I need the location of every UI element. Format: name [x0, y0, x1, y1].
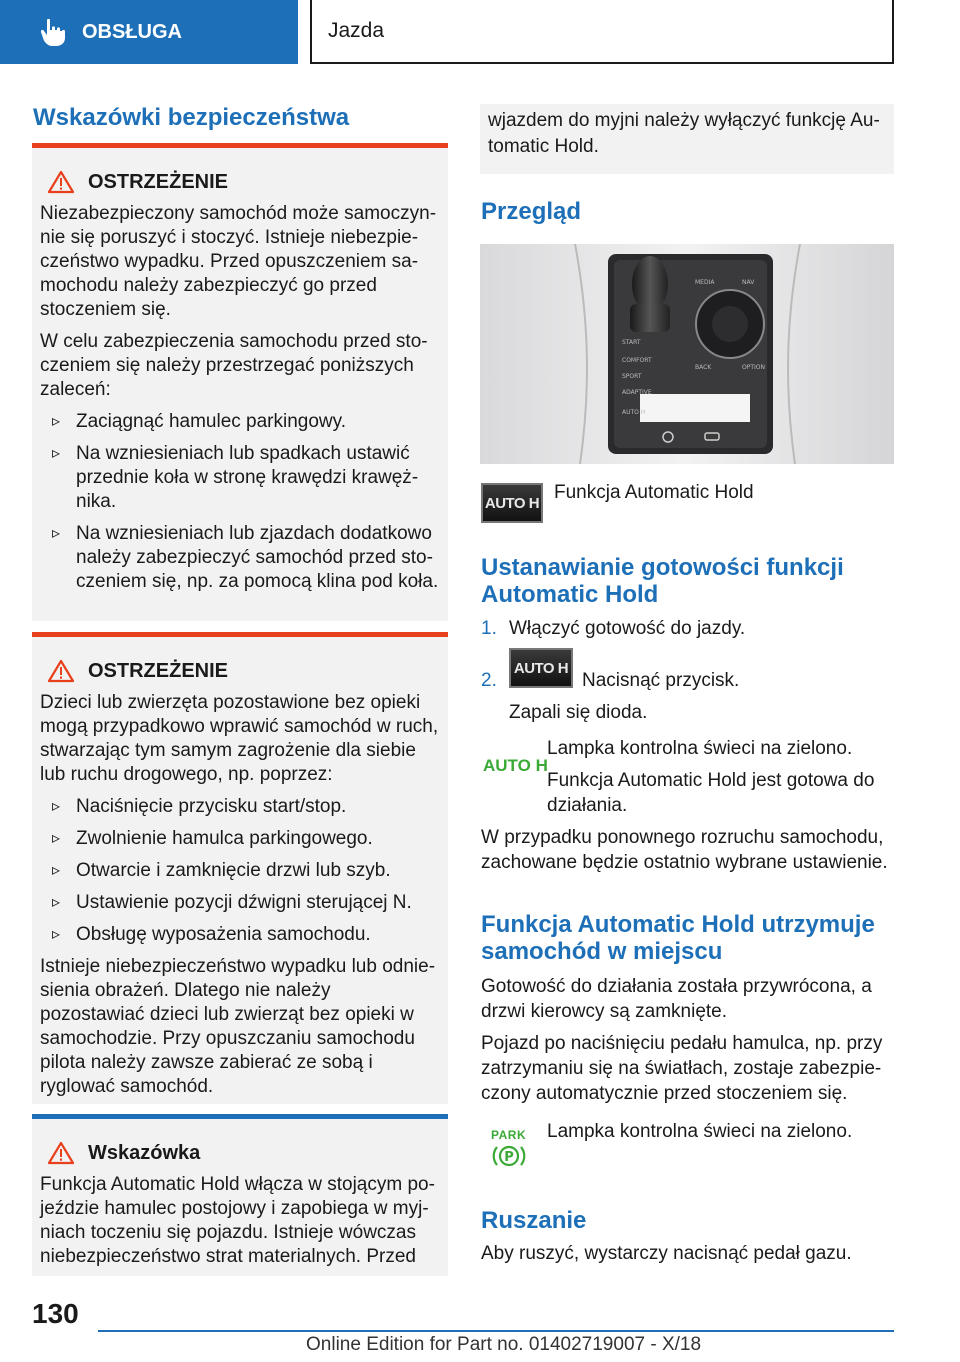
svg-text:MEDIA: MEDIA — [695, 279, 715, 286]
svg-text:BACK: BACK — [695, 364, 712, 371]
step-text: Nacisnąć przycisk. — [582, 670, 740, 691]
step-number: 2. — [481, 670, 497, 691]
indicator-text: Lampka kontrolna świeci na zielono. — [547, 738, 853, 759]
warning-box-1 — [32, 143, 448, 621]
indicator-text-2: Funkcja Automatic Hold jest gotowa do działania. — [547, 770, 875, 816]
svg-text:COMFORT: COMFORT — [622, 357, 652, 364]
hold-text-1: Gotowość do działania została przywrócona, a drzwi kierowcy są zamknięte. — [481, 976, 872, 1022]
svg-text:NAV: NAV — [742, 279, 755, 286]
edition-note: Online Edition for Part no. 01402719007 - X/18 — [306, 1334, 702, 1355]
note-box — [32, 1114, 448, 1276]
hold-heading-line1: Funkcja Automatic Hold utrzymuje — [481, 911, 875, 938]
page-number: 130 — [32, 1298, 79, 1329]
console-illustration — [480, 244, 894, 464]
continued-note: wjazdem do myjni należy wyłączyć funkcję Automatic Hold. — [480, 104, 894, 174]
hold-text-2: Pojazd po naciśnięciu pedału hamulca, np. przy zatrzymaniu się na światłach, zostaje zabezpieczony automatycznie przed stoczeniem się. — [481, 1033, 883, 1104]
autoh-button-icon: AUTO H — [481, 483, 543, 523]
restart-text: W przypadku ponownego rozruchu samochodu, zachowane będzie ostatnio wybrane ustawienie. — [481, 827, 888, 873]
svg-text:ADAPTIVE: ADAPTIVE — [622, 389, 652, 396]
autoh-indicator-icon: AUTO H — [483, 756, 548, 775]
svg-text:OPTION: OPTION — [742, 364, 765, 371]
step-text: Włączyć gotowość do jazdy. — [509, 618, 746, 639]
hand-pointer-icon — [38, 17, 68, 47]
warning-text-2: Istnieje niebezpieczeństwo wypadku lub odniesienia obrażeń. Dlatego nie należy pozostawiać dzieci lub zwierząt bez opieki w samochodzie. Przy opuszczaniu samochodu pilota należy zawsze zabierać ze sobą i ryglować samochód. — [40, 956, 436, 1097]
note-title: Wskazówka — [40, 1141, 440, 1165]
note-text: Funkcja Automatic Hold włącza w stojącym pojeździe hamulec postojowy i zapobiega w myjniach toczeniu się pojazdu. Istnieje wówczas niebezpieczeństwo strat materialnych. Przed — [40, 1174, 435, 1267]
console-photo — [480, 244, 894, 464]
section-tab[interactable] — [0, 0, 298, 64]
list-item: ▹ Zwolnienie hamulca parkingowego. — [40, 827, 440, 851]
warning-box-2 — [32, 632, 448, 1104]
chapter-title: Jazda — [310, 0, 894, 64]
overview-heading: Przegląd — [481, 198, 582, 225]
warning-triangle-icon — [48, 1141, 74, 1165]
section-label: OBSŁUGA — [82, 20, 182, 43]
start-text: Aby ruszyć, wystarczy nacisnąć pedał gazu. — [481, 1243, 852, 1264]
setup-heading-line2: Automatic Hold — [481, 581, 659, 608]
warning-text: Dzieci lub zwierzęta pozostawione bez opieki mogą przypadkowo wprawić samochód w ruch, stwarzając tym samym zagrożenie dla siebie lub ruchu drogowego, np. poprzez: — [40, 692, 439, 785]
svg-text:AUTO H: AUTO H — [622, 409, 646, 416]
autoh-button-icon: AUTO H — [509, 648, 573, 688]
list-item: ▹ Na wzniesieniach lub zjazdach dodatkowo należy zabezpieczyć samochód przed stoczeniem się, np. za pomocą klina pod koła. — [40, 522, 440, 594]
park-text: Lampka kontrolna świeci na zielono. — [547, 1121, 853, 1142]
list-item: ▹ Naciśnięcie przycisku start/stop. — [40, 795, 440, 819]
warning-title: OSTRZEŻENIE — [40, 659, 440, 683]
button-caption: Funkcja Automatic Hold — [554, 482, 754, 503]
step-number: 1. — [481, 618, 497, 639]
warning-text: Niezabezpieczony samochód może samoczynnie się poruszyć i stoczyć. Istnieje niebezpieczeństwo wypadku. Przed opuszczeniem samochodu należy zabezpieczyć go przed stoczeniem się. — [40, 203, 437, 320]
list-item: ▹ Otwarcie i zamknięcie drzwi lub szyb. — [40, 859, 440, 883]
list-item: ▹ Na wzniesieniach lub spadkach ustawić przednie koła w stronę krawędzi krawężnika. — [40, 442, 440, 514]
hold-heading-line2: samochód w miejscu — [481, 938, 723, 965]
setup-heading-line1: Ustanawianie gotowości funkcji — [481, 554, 844, 581]
safety-heading: Wskazówki bezpieczeństwa — [33, 104, 350, 131]
warning-title: OSTRZEŻENIE — [40, 170, 440, 194]
list-item: ▹ Zaciągnąć hamulec parkingowy. — [40, 410, 440, 434]
list-item: ▹ Ustawienie pozycji dźwigni sterującej N. — [40, 891, 440, 915]
start-heading: Ruszanie — [481, 1207, 587, 1234]
park-indicator-icon: PARK P — [491, 1128, 527, 1165]
svg-text:START: START — [622, 339, 641, 346]
warning-triangle-icon — [48, 170, 74, 194]
step-subtext: Zapali się dioda. — [509, 702, 648, 723]
warning-triangle-icon — [48, 659, 74, 683]
list-item: ▹ Obsługę wyposażenia samochodu. — [40, 923, 440, 947]
svg-text:P: P — [504, 1150, 514, 1165]
warning-text-2: W celu zabezpieczenia samochodu przed stoczeniem się należy przestrzegać poniższych zaleceń: — [40, 331, 428, 400]
footer-divider — [98, 1330, 894, 1332]
svg-text:SPORT: SPORT — [622, 373, 642, 380]
